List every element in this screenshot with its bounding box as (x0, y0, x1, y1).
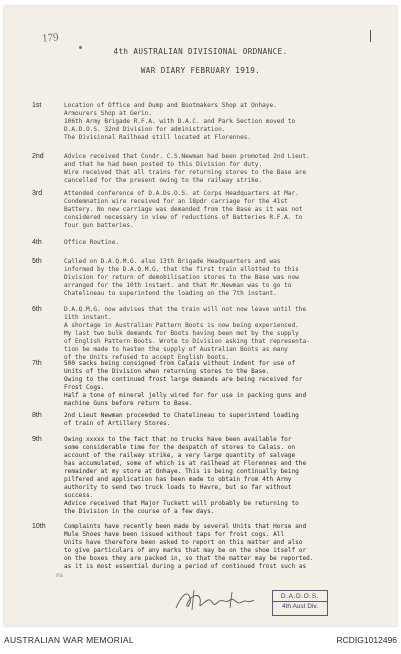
entry-date: 4th (32, 239, 42, 246)
entry-text-line: 2nd Lieut Newman proceeded to Chatelineau to superintend loading (64, 412, 299, 419)
document-subheading: WAR DIARY FEBRUARY 1919. (140, 66, 261, 75)
entry-date: 6th (32, 306, 42, 313)
entry-text-line: 500 sacks being consigned from Calais without indent for use of (64, 360, 296, 367)
entry-text-line: considered necessary in view of reductions of Batteries R.F.A. to (64, 214, 303, 221)
entry-text-line: Location of Office and Dump and Bootmakers Shop at Onhaye. (64, 102, 277, 109)
entry-text-line: Battery. No new carriage was demanded from the Base as it was not (64, 206, 303, 213)
entry-text-line: Units have therefore been asked to report on this matter and also (64, 539, 303, 546)
stamp-line-1: D.A.D.O.S. (273, 591, 327, 602)
entry-date: 9th (32, 436, 42, 443)
entry-text-line: Advice received that Major Tuckett will probably be returning to (64, 500, 299, 507)
entry-text-line: Complaints have recently been made by several Units that Horse and (64, 523, 307, 530)
entry-text-line: Attended conference of D.A.Ds.O.S. at Corps Headquarters at Mar. (64, 190, 299, 197)
unit-stamp (272, 590, 328, 616)
margin-mark (370, 30, 371, 42)
entry-text-line: Office Routine. (64, 239, 120, 246)
entry-text-line: Called on D.A.Q.M.G. also 13th Brigade Headquarters and was (64, 258, 281, 265)
folio-number: 179 (41, 31, 59, 45)
entry-text-line: Owing xxxxx to the fact that no trucks have been available for (64, 436, 292, 443)
entry-text-line: has accumulated, some of which is at railhead at Florennes and the (64, 460, 307, 467)
entry-text-line: Wire received that all trains for returning stores to the Base are (64, 169, 307, 176)
entry-text-line: arranged for the 10th instant. and that Mr.Newman was to go to (64, 282, 292, 289)
diary-page (4, 6, 397, 626)
entry-text-line: Units of the Division when returning stores to the Base. (64, 368, 270, 375)
entry-text-line: to give particulars of any marks that may be on the shoe itself or (64, 547, 307, 554)
entry-text-line: remainder at my store at Onhaye. This is being continually being (64, 468, 299, 475)
entry-text-line: Condemnation wire received for an 18pdr carriage for the 41st (64, 198, 288, 205)
entry-text-line: D.A.D.O.S. 32nd Division for administration. (64, 126, 226, 133)
entry-text-line: account of the railway strike, a very large quantity of salvage (64, 452, 296, 459)
entry-text-line: Mule Shoes have been issued without taps for frost cogs. All (64, 531, 285, 538)
document-heading: 4th AUSTRALIAN DIVISIONAL ORDNANCE. (113, 47, 288, 56)
entry-date: 3rd (32, 190, 43, 197)
entry-text-line: A shortage in Australian Pattern Boots is now being experienced. (64, 322, 299, 329)
entry-text-line: 11th instant. (64, 314, 112, 321)
entry-text-line: Armourers Shop at Gerin. (64, 110, 153, 117)
entry-text-line: 106th Army Brigade R.F.A. with D.A.C. and Park Section moved to (64, 118, 296, 125)
page-continuation-note: ns (56, 572, 64, 579)
entry-text-line: some considerable time for the despatch of stores to Calais. on (64, 444, 296, 451)
entry-date: 2nd (32, 153, 44, 160)
entry-text-line: the Division in the course of a few days. (64, 508, 215, 515)
record-id: RCDIG1012496 (336, 635, 397, 645)
entry-text-line: Division for return of demobilisation stores to the Base was now (64, 274, 299, 281)
entry-date: 1st (32, 102, 42, 109)
entry-text-line: tion be made to hasten the supply of Australian Boots as many (64, 346, 288, 353)
entry-text-line: Advice received that Condr. C.S.Newman had been promoted 2nd Lieut. (64, 153, 310, 160)
entry-text-line: of the Units refused to accept English boots. (64, 354, 230, 361)
entry-text-line: and that he had been posted to this Division for duty. (64, 161, 263, 168)
entry-date: 10th (32, 523, 46, 530)
entry-text-line: Half a tone of mineral jelly wired for for use in packing guns and (64, 392, 307, 399)
entry-date: 7th (32, 360, 42, 367)
entry-text-line: four gun batteries. (64, 222, 134, 229)
entry-text-line: pilfered and application has been made to obtain from 4th Army (64, 476, 292, 483)
entry-text-line: of English Pattern Boots. Wrote to Division asking that representa- (64, 338, 310, 345)
entry-text-line: as it is most essential during a period of continued frost such as (64, 563, 307, 570)
entry-text-line: D.A.Q.M.G. now advises that the train will not now leave until the (64, 306, 307, 313)
signature (172, 584, 264, 616)
entry-text-line: success. (64, 492, 94, 499)
entry-text-line: authority to send two truck loads to Havre, but so far without (64, 484, 292, 491)
archive-footer (0, 632, 401, 650)
stamp-line-2: 4th Aust Div. (281, 603, 318, 610)
entry-text-line: on the boxes they are packed in, so that the matter may be reported. (64, 555, 314, 562)
entry-text-line: informed by the D.A.Q.M.G. that the first train allotted to this (64, 266, 299, 273)
entry-text-line: of train of Artillery Stores. (64, 420, 171, 427)
entry-text-line: My last two bulk demands for Boots having been met by the supply (64, 330, 299, 337)
entry-text-line: The Divisional Railhead still located at Florennes. (64, 134, 252, 141)
entry-text-line: Owing to the continued frost large demands are being received for (64, 376, 303, 383)
entry-date: 5th (32, 258, 42, 265)
archive-name: AUSTRALIAN WAR MEMORIAL (4, 635, 134, 645)
entry-text-line: cancelled for the present owing to the railway strike. (64, 177, 263, 184)
entry-text-line: Chatelineau to superintend the loading on the 7th instant. (64, 290, 277, 297)
entry-text-line: machine Guns before return to Base. (64, 400, 193, 407)
entry-date: 8th (32, 412, 42, 419)
entry-text-line: Frost Cogs. (64, 384, 105, 391)
